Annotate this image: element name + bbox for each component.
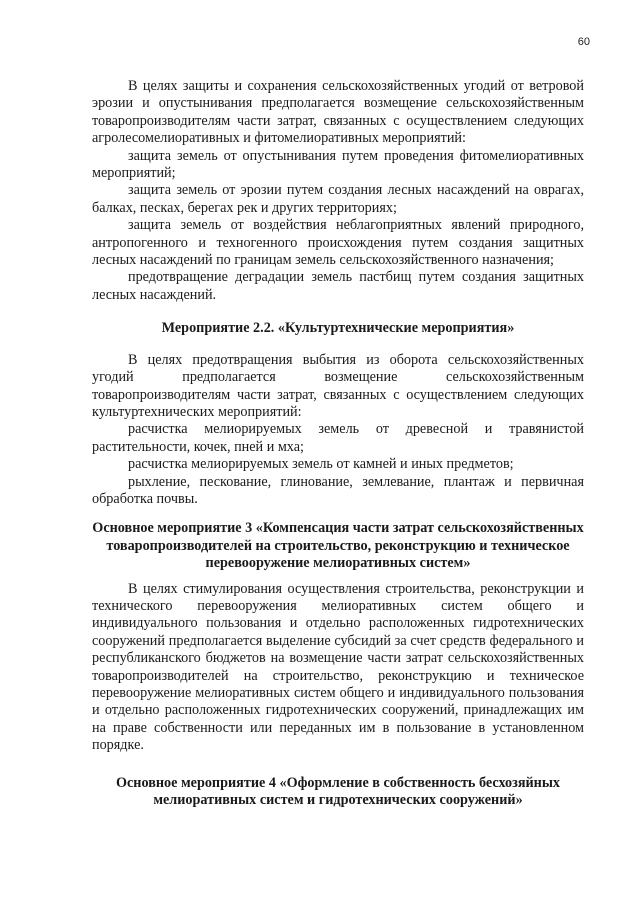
list-item-erosion-protection: защита земель от эрозии путем создания лесных насаждений на оврагах, балках, песках, берегах рек и других территориях; bbox=[92, 182, 584, 216]
heading-main-measure-4: Основное мероприятие 4 «Оформление в собственность бесхозяйных мелиоративных систем и гидротехнических сооружений» bbox=[115, 774, 561, 809]
paragraph-cultural-intro: В целях предотвращения выбытия из оборота сельскохозяйственных угодий предполагается возмещение сельскохозяйственным товаропроизводителям части затрат, связанных с осуществлением следующих культуртехнических мероприятий: bbox=[92, 351, 584, 420]
list-item-desertification: защита земель от опустынивания путем проведения фитомелиоративных мероприятий; bbox=[92, 147, 584, 182]
heading-measure-2-2-title: «Культуртехнические мероприятия» bbox=[274, 320, 515, 337]
paragraph-erosion-intro: В целях защиты и сохранения сельскохозяйственных угодий от ветровой эрозии и опустынивания предполагается возмещение сельскохозяйственным товаропроизводителям части затрат, связанных с осуществлением следующих агролесомелиоративных и фитомелиоративных мероприятий: bbox=[92, 78, 584, 147]
heading-main-measure-3: Основное мероприятие 3 «Компенсация части затрат сельскохозяйственных товаропроизводителей на строительство, реконструкцию и техническое перевооружение мелиоративных систем» bbox=[92, 520, 584, 572]
list-item-vegetation-clearing: расчистка мелиорируемых земель от древесной и травянистой растительности, кочек, пней и мха; bbox=[92, 421, 584, 455]
page-number: 60 bbox=[577, 36, 590, 48]
document-body bbox=[92, 78, 584, 809]
heading-measure-2-2 bbox=[92, 320, 584, 337]
heading-measure-2-2-number: Мероприятие 2.2. bbox=[161, 320, 275, 337]
list-item-adverse-phenomena: защита земель от воздействия неблагоприятных явлений природного, антропогенного и техногенного происхождения путем создания защитных лесных насаждений по границам земель сельскохозяйственного назначения; bbox=[92, 217, 584, 269]
list-item-soil-treatment: рыхление, пескование, глинование, землевание, плантаж и первичная обработка почвы. bbox=[92, 473, 584, 507]
paragraph-subsidy: В целях стимулирования осуществления строительства, реконструкции и технического перевооружения мелиоративных систем общего и индивидуального пользования и отдельно расположенных гидротехнических сооружений предполагается выделение субсидий за счет средств федерального и республиканского бюджетов на возмещение части затрат сельскохозяйственных товаропроизводителей на строительство, реконструкцию и техническое перевооружение мелиоративных систем общего и индивидуального пользования и отдельно расположенных гидротехнических сооружений, принадлежащих им на праве собственности или переданных им в пользование в установленном порядке. bbox=[92, 580, 584, 754]
list-item-pasture-degradation: предотвращение деградации земель пастбищ путем создания защитных лесных насаждений. bbox=[92, 269, 584, 303]
list-item-stone-clearing: расчистка мелиорируемых земель от камней и иных предметов; bbox=[128, 456, 514, 473]
